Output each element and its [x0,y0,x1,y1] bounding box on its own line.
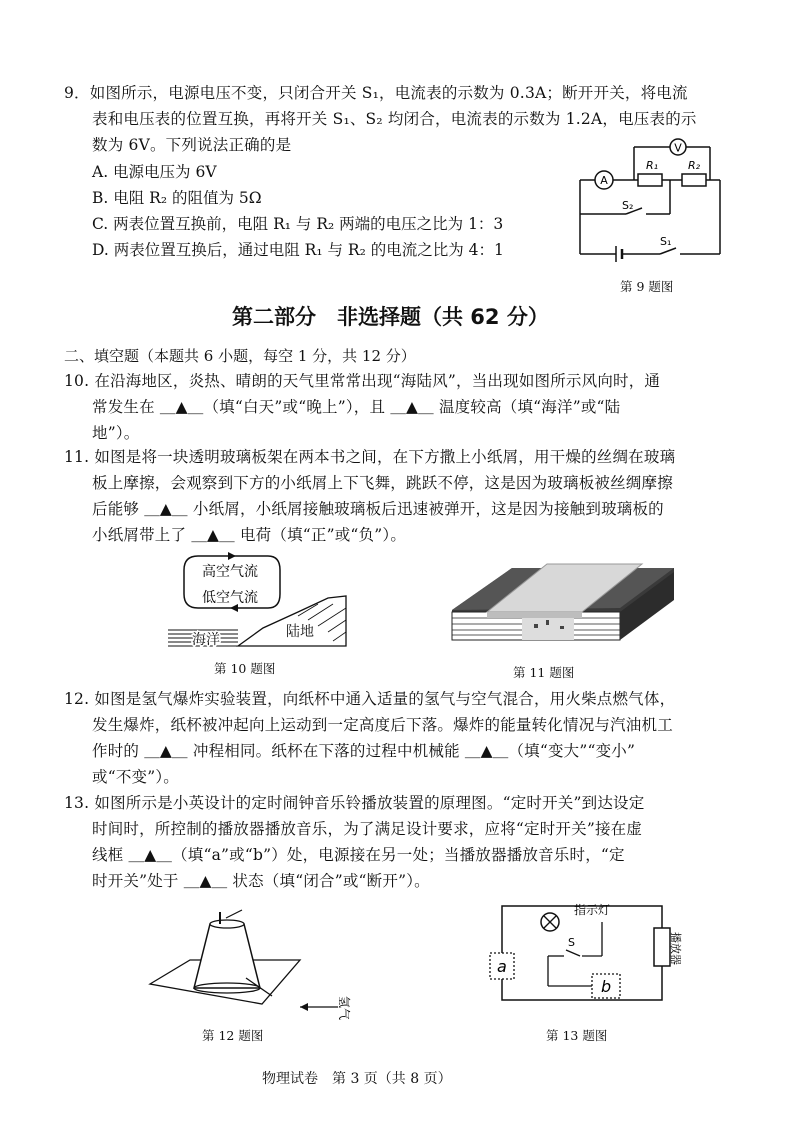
indicator-lamp-label: 指示灯 [574,903,611,917]
q11-line-1: 11. 如图是将一块透明玻璃板架在两本书之间，在下方撒上小纸屑，用干燥的丝绸在玻璃 [64,448,676,466]
q13-line-3: 线框 ＿▲＿（填“a”或“b”）处，电源接在另一处；当播放器播放音乐时，“定 [92,846,625,864]
page-footer: 物理试卷 第 3 页（共 8 页） [262,1071,452,1087]
r1-label: R₁ [646,159,659,172]
q11-line-3: 后能够 ＿▲＿ 小纸屑，小纸屑接触玻璃板后迅速被弹开，这是因为接触到玻璃板的 [92,500,664,518]
q9-line-2: 表和电压表的位置互换，再将开关 S₁、S₂ 均闭合，电流表的示数为 1.2A，电压表的示 [92,110,697,128]
q12-figure-caption: 第 12 题图 [202,1028,264,1043]
q9-circuit-diagram [570,132,740,272]
q9-option-a: A. 电源电压为 6V [92,163,217,181]
q9-line-3: 数为 6V。下列说法正确的是 [92,136,292,154]
upper-airflow-label: 高空气流 [202,564,258,580]
r2-label: R₂ [688,159,701,172]
q13-circuit-diagram [482,898,682,1020]
part2-title: 第二部分 非选择题（共 62 分） [232,305,549,329]
q9-option-b: B. 电阻 R₂ 的阻值为 5Ω [92,189,262,207]
q12-line-2: 发生爆炸，纸杯被冲起向上运动到一定高度后下落。爆炸的能量转化情况与汽油机工 [92,716,673,734]
section-title: 二、填空题（本题共 6 小题，每空 1 分，共 12 分） [64,347,416,365]
q13-line-2: 时间时，所控制的播放器播放音乐，为了满足设计要求，应将“定时开关”接在虚 [92,820,643,838]
q10-line-1: 10. 在沿海地区，炎热、晴朗的天气里常常出现“海陆风”，当出现如图所示风向时，通 [64,372,661,390]
q11-line-4: 小纸屑带上了 ＿▲＿ 电荷（填“正”或“负”）。 [92,526,407,544]
q13-line-1: 13. 如图所示是小英设计的定时闹钟音乐铃播放装置的原理图。“定时开关”到达设定 [64,794,645,812]
q12-line-1: 12. 如图是氢气爆炸实验装置，向纸杯中通入适量的氢气与空气混合，用火柴点燃气体， [64,690,676,708]
q12-hydrogen-cup-diagram [150,906,360,1021]
q11-figure-caption: 第 11 题图 [513,665,575,680]
q9-option-c: C. 两表位置互换前，电阻 R₁ 与 R₂ 两端的电压之比为 1：3 [92,215,504,233]
q13-figure-caption: 第 13 题图 [546,1028,608,1043]
voltmeter-label: V [674,141,682,155]
s2-label: S₂ [622,199,634,212]
player-icon [654,928,670,966]
q12-line-4: 或“不变”）。 [92,768,179,786]
q9-line-1: 9．如图所示，电源电压不变，只闭合开关 S₁，电流表的示数为 0.3A；断开开关，将电流 [64,84,688,102]
q13-line-4: 时开关”处于 ＿▲＿ 状态（填“闭合”或“断开”）。 [92,872,430,890]
q11-line-2: 板上摩擦，会观察到下方的小纸屑上下飞舞，跳跃不停，这是因为玻璃板被丝绸摩擦 [92,474,673,492]
q12-line-3: 作时的 ＿▲＿ 冲程相同。纸杯在下落的过程中机械能 ＿▲＿（填“变大”“变小” [92,742,636,760]
q10-sea-breeze-diagram [168,546,348,658]
q10-line-3: 地”）。 [92,424,140,442]
box-b-label: b [601,977,612,996]
q11-glass-plate-diagram [442,540,680,662]
box-a-label: a [497,957,507,976]
s1-label: S₁ [660,235,672,248]
q10-figure-caption: 第 10 题图 [214,661,276,676]
lower-airflow-label: 低空气流 [202,590,258,606]
land-label: 陆地 [286,624,314,640]
sea-label: 海洋 [192,632,220,648]
player-label: 播放器 [669,932,682,965]
q9-option-d: D. 两表位置互换后，通过电阻 R₁ 与 R₂ 的电流之比为 4：1 [92,241,504,259]
switch-s-label: S [568,936,575,949]
ammeter-label: A [600,174,608,187]
q10-line-2: 常发生在 ＿▲＿（填“白天”或“晚上”），且 ＿▲＿ 温度较高（填“海洋”或“陆 [92,398,621,416]
hydrogen-label: 氢气 [337,996,351,1021]
q9-figure-caption: 第 9 题图 [620,279,674,294]
